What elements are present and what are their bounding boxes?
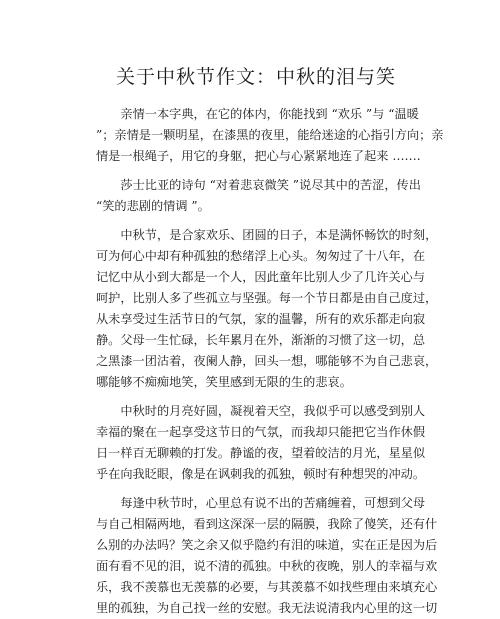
paragraph-line: 哪能够不痴痴地笑，笑里感到无限的生的悲哀。 <box>96 375 352 389</box>
paragraph-line: 莎士比亚的诗句 “对着悲哀微笑 ”说尽其中的苦涩，传出 <box>120 178 421 192</box>
paragraph-line: 乎在向我眨眼，像是在讽刺我的孤独，顿时有种想哭的冲动。 <box>96 467 426 481</box>
paragraph <box>96 401 426 485</box>
paragraph-line: 亲情一本字典，在它的体内，你能找到 “欢乐 ”与 “温暖 <box>120 107 419 121</box>
paragraph-line: ”；亲情是一颗明星，在漆黑的夜里，能给迷途的心指引方向；亲 <box>96 128 444 142</box>
paragraph-line: 静。父母一生忙碌，长年累月在外，渐渐的习惯了这一切，总 <box>96 333 426 347</box>
paragraph-line: 么别的办法吗？笑之余又似乎隐约有泪的味道，实在正是因为后 <box>96 538 438 552</box>
document-body <box>96 104 444 619</box>
page-title: 关于中秋节作文：中秋的泪与笑 <box>115 66 396 88</box>
paragraph-line: 可为何心中却有种孤独的愁绪浮上心头。匆匆过了十八年，在 <box>96 249 426 263</box>
paragraph-line: 情是一根绳子，用它的身躯，把心与心紧紧地连了起来 ……. <box>96 149 421 163</box>
paragraph-line: 日一样百无聊赖的打发。静谧的夜，望着皎洁的月光，星星似 <box>96 446 426 460</box>
paragraph-line: 幸福的聚在一起享受这节日的气氛，而我却只能把它当作休假 <box>96 425 426 439</box>
paragraph-line: 与自己相隔两地，看到这深深一层的隔膜，我除了傻笑，还有什 <box>96 517 438 531</box>
paragraph-line: 面有看不见的泪，说不清的孤独。中秋的夜晚，别人的幸福与欢 <box>96 559 438 573</box>
paragraph <box>96 225 438 393</box>
paragraph-line: 里的孤独，为自己找一丝的安慰。我无法说清我内心里的这一切 <box>96 601 438 615</box>
paragraph-line: 中秋节，是合家欢乐、团圆的日子，本是满怀畅饮的时刻， <box>120 228 438 242</box>
paragraph <box>96 104 444 167</box>
paragraph-line: 中秋时的月亮好圆，凝视着天空，我似乎可以感受到别人 <box>120 404 426 418</box>
paragraph <box>96 493 438 619</box>
paragraph-line: 之黑漆一团沽着，夜阑人静，回头一想，哪能够不为自己悲哀， <box>96 354 438 368</box>
paragraph <box>96 175 421 217</box>
paragraph-line: 每逢中秋节时，心里总有说不出的苦痛缠着，可想到父母 <box>120 496 426 510</box>
paragraph-line: 从未享受过生活节日的气氛，家的温馨，所有的欢乐都走向寂 <box>96 312 426 326</box>
paragraph-line: 乐，我不羡慕也无羡慕的必要，与其羡慕不如找些理由来填充心 <box>96 580 438 594</box>
paragraph-line: 记忆中从小到大都是一个人，因此童年比别人少了几许关心与 <box>96 270 426 284</box>
paragraph-line: 呵护，比别人多了些孤立与坚强。每一个节日都是由自己度过， <box>96 291 438 305</box>
paragraph-line: “笑的悲剧的情调 ”。 <box>96 199 210 213</box>
